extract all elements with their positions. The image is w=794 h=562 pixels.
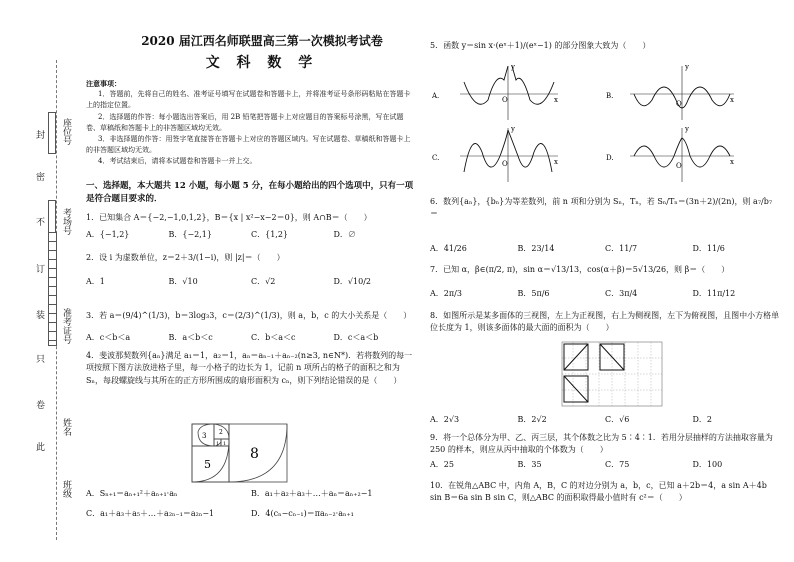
option-c[interactable]: C．11/7 <box>605 243 638 253</box>
option-a[interactable]: A．41/26 <box>430 243 467 253</box>
option-b[interactable]: B．a₁＋a₂＋a₃＋…＋aₙ＝aₙ₊₂−1 <box>251 489 373 498</box>
admission-number-grid[interactable] <box>48 232 57 346</box>
note-item: 2．选择题的作答：每小题选出答案后，用 2B 铅笔把答题卡上对应题目的答案标号涂黑，写在试题卷、草稿纸和答题卡上的非答题区域均无效。 <box>86 112 404 132</box>
field-class: 班级 <box>61 480 71 498</box>
question-10 <box>430 480 780 505</box>
fib-num: 5 <box>204 458 211 471</box>
question-4 <box>86 350 416 387</box>
graph-label-d: D. <box>606 154 614 162</box>
option-a[interactable]: A．25 <box>430 459 454 469</box>
question-stem: 10．在锐角△ABC 中，内角 A，B，C 的对边分别为 a，b，c，已知 a＋2b＝4，a sin A＋4b sin B＝6a sin B sin C，则△ABC 的面积取得最小值时有 c²＝（ ） <box>430 481 767 503</box>
question-stem: 8．如图所示是某多面体的三视图，左上为正视图，右上为侧视图，左下为俯视图，且图中小方格单位长度为 1，则该多面体的最大面的面积为（ ） <box>430 311 780 333</box>
fib-num: 2 <box>219 429 223 436</box>
question-5 <box>430 40 780 52</box>
option-d[interactable]: D．11/6 <box>692 243 725 253</box>
option-d[interactable]: D．2 <box>692 415 713 424</box>
seal-char: 装 <box>36 311 46 321</box>
axis-y: y <box>511 63 515 71</box>
graph-label-b: B. <box>606 92 614 100</box>
options-row <box>430 288 780 300</box>
q5-graphs <box>430 60 780 185</box>
option-c[interactable]: C．b＜a＜c <box>251 333 296 343</box>
axis-y: y <box>511 125 515 133</box>
question-1 <box>86 212 416 242</box>
options-row <box>86 276 416 288</box>
graph-label-a: A. <box>432 92 440 100</box>
axis-x: x <box>730 96 734 104</box>
axis-x: x <box>554 158 558 166</box>
question-stem: 1．已知集合 A＝{−2,−1,0,1,2}，B＝{x | x²−x−2＝0}，则 A∩B＝（ ） <box>86 213 372 222</box>
option-d[interactable]: D．c＜a＜b <box>333 333 379 343</box>
option-b[interactable]: B．23/14 <box>517 243 555 253</box>
fib-num: 3 <box>202 432 207 440</box>
option-a[interactable]: A．1 <box>86 277 105 287</box>
options-row <box>86 229 416 241</box>
notes-heading: 注意事项： <box>86 79 121 88</box>
option-a[interactable]: A．{−1,2} <box>86 230 130 240</box>
question-3 <box>86 310 416 345</box>
origin: O <box>502 160 508 168</box>
fib-num: 1 <box>216 441 220 447</box>
seat-number-box[interactable] <box>48 112 56 154</box>
option-d[interactable]: D．100 <box>692 459 723 469</box>
question-4-options <box>86 488 416 521</box>
seal-char: 只 <box>36 355 46 365</box>
field-seat-number: 座位号 <box>61 118 71 145</box>
fib-outer-left <box>192 424 229 482</box>
question-stem: 4．斐波那契数列{aₙ}满足 a₁＝1，a₂＝1，aₙ＝aₙ₋₁＋aₙ₋₂(n≥3, n∈N*)．若将数列的每一项按照下图方法放进格子里，每一小格子的边长为 1，记前 n 项所占的格子的面积之和为 Sₙ，每段螺旋线与其所在的正方形所围成的扇形面积为 cₙ，则下列结论错误的是（ ） <box>86 351 413 385</box>
question-stem: 3．若 a＝(9/4)^(1/3)，b＝3log₃3，c＝(2/3)^(1/3)，则 a，b，c 的大小关系是（ ） <box>86 311 412 320</box>
options-row <box>86 332 416 344</box>
options-row <box>430 459 780 471</box>
origin: O <box>676 162 682 170</box>
seal-char: 卷 <box>36 401 46 411</box>
fib-num: 8 <box>250 446 259 462</box>
binding-strip <box>0 0 72 562</box>
fib-num: 1 <box>223 441 227 447</box>
option-a[interactable]: A．c＜b＜a <box>86 333 131 343</box>
option-a[interactable]: A．2π/3 <box>430 289 462 299</box>
question-7 <box>430 264 780 301</box>
option-d[interactable]: D．√10/2 <box>333 277 371 287</box>
note-item: 3．非选择题的作答：用签字笔直接答在答题卡上对应的答题区域内。写在试题卷、草稿纸和答题卡上的非答题区域均无效。 <box>86 134 411 155</box>
exam-title: 2020 届江西名师联盟高三第一次模拟考试卷 <box>141 34 383 48</box>
question-6 <box>430 196 780 255</box>
question-stem: 9．将一个总体分为甲、乙、丙三层，其个体数之比为 5∶4∶1．若用分层抽样的方法抽取容量为 250 的样本，则应从丙中抽取的个体数为（ ） <box>430 433 773 455</box>
option-c[interactable]: C．a₁＋a₃＋a₅＋…＋a₂ₙ₋₁＝a₂ₙ−1 <box>86 509 215 519</box>
question-9 <box>430 432 780 471</box>
origin: O <box>676 100 682 108</box>
seal-char: 密 <box>36 173 46 183</box>
question-2 <box>86 252 416 289</box>
option-b[interactable]: B．35 <box>517 459 542 469</box>
options-row <box>430 414 780 426</box>
option-a[interactable]: A．Sₙ₊₁＝aₙ₊₁²＋aₙ₊₁·aₙ <box>86 489 178 498</box>
option-c[interactable]: C．75 <box>605 459 630 469</box>
axis-y: y <box>685 63 689 71</box>
seal-char: 封 <box>36 131 46 141</box>
options-row <box>86 508 416 520</box>
question-stem: 2．设 i 为虚数单位，z＝2＋3/(1−i)，则 |z|＝（ ） <box>86 253 285 262</box>
options-row <box>430 243 780 255</box>
seal-char: 订 <box>36 265 46 275</box>
exam-subtitle: 文 科 数 学 <box>205 55 319 71</box>
origin: O <box>502 96 508 104</box>
field-name: 姓名 <box>61 418 71 436</box>
axis-y: y <box>685 125 689 133</box>
section-heading: 一、选择题，本大题共 12 小题，每小题 5 分，在每小题给出的四个选项中，只有一项是符合题目要求的． <box>86 181 414 205</box>
question-8-options <box>430 414 780 426</box>
note-item: 4．考试结束后，请将本试题卷和答题卡一并上交。 <box>98 157 257 166</box>
seal-char: 此 <box>36 443 46 453</box>
axis-x: x <box>730 158 734 166</box>
option-d[interactable]: D．∅ <box>333 230 356 240</box>
three-view-figure <box>560 340 664 408</box>
question-8 <box>430 310 780 335</box>
option-a[interactable]: A．2√3 <box>430 415 460 424</box>
option-b[interactable]: B．2√2 <box>517 415 547 424</box>
option-b[interactable]: B．{−2,1} <box>168 230 212 240</box>
field-admission-number: 准考证号 <box>61 308 71 344</box>
option-b[interactable]: B．a＜b＜c <box>168 333 213 343</box>
note-item: 1．答题前，先将自己的姓名、准考证号填写在试题卷和答题卡上，并将准考证号条形码粘贴在答题卡上的指定位置。 <box>86 90 411 110</box>
option-c[interactable]: C．√6 <box>605 415 630 424</box>
question-stem: 5．函数 y＝sin x·(eˣ＋1)/(eˣ−1) 的部分图象大致为（ ） <box>430 41 651 50</box>
option-b[interactable]: B．5π/6 <box>517 289 550 299</box>
option-c[interactable]: C．{1,2} <box>251 230 289 240</box>
seal-char: 不 <box>36 218 46 228</box>
fibonacci-figure <box>190 422 320 484</box>
field-exam-room: 考场号 <box>61 208 71 235</box>
option-d[interactable]: D．11π/12 <box>692 289 736 299</box>
axis-x: x <box>554 96 558 104</box>
graph-label-c: C. <box>432 154 440 162</box>
question-stem: 6．数列{aₙ}，{bₙ}为等差数列，前 n 项和分别为 Sₙ，Tₙ，若 Sₙ/Tₙ＝(3n＋2)/(2n)，则 a₇/b₇＝ <box>430 197 773 219</box>
notes-block <box>86 78 416 168</box>
option-b[interactable]: B．√10 <box>168 277 198 287</box>
question-stem: 7．已知 α，β∈(π/2, π)，sin α＝√13/13，cos(α＋β)＝5√13/26，则 β＝（ ） <box>430 265 730 274</box>
option-c[interactable]: C．√2 <box>251 277 276 287</box>
option-d[interactable]: D．4(cₙ−cₙ₋₁)＝πaₙ₋₂·aₙ₊₁ <box>251 509 354 519</box>
options-row <box>86 488 416 500</box>
option-c[interactable]: C．3π/4 <box>605 289 638 299</box>
